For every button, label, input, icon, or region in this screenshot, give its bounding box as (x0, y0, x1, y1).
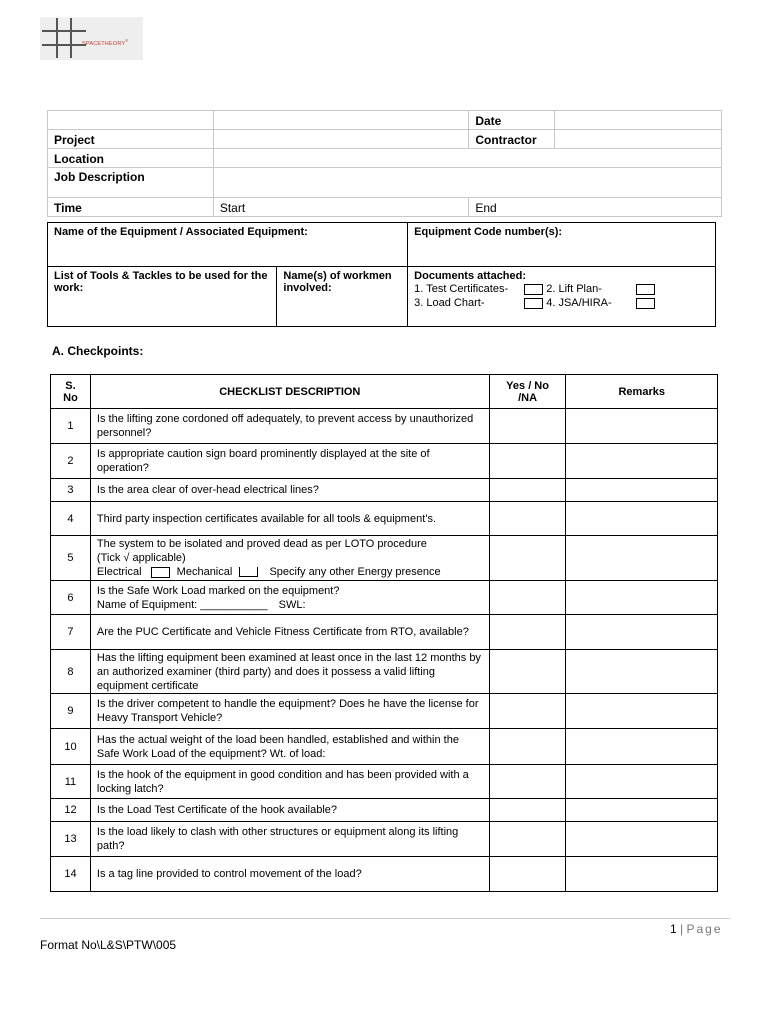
project-value[interactable] (213, 130, 469, 149)
header-yes-no: Yes / No /NA (489, 375, 566, 409)
page-number (670, 922, 723, 936)
date-value[interactable] (555, 111, 722, 130)
table-row (51, 799, 718, 822)
yes-no-cell[interactable] (489, 479, 566, 502)
doc-jsa-hira: 4. JSA/HIRA- (546, 297, 612, 309)
start-label[interactable]: Start (213, 198, 469, 217)
page-word: Page (686, 922, 723, 936)
remarks-cell[interactable] (566, 615, 718, 650)
workmen-label[interactable]: Name(s) of workmen involved: (277, 267, 408, 327)
yes-no-cell[interactable] (489, 822, 566, 857)
remarks-cell[interactable] (566, 765, 718, 799)
row-description: Is the load likely to clash with other structures or equipment along its lifting path? (90, 822, 489, 857)
table-row (51, 650, 718, 694)
end-label[interactable]: End (469, 198, 722, 217)
row-number: 11 (51, 765, 91, 799)
contractor-value[interactable] (555, 130, 722, 149)
row-description: Is the hook of the equipment in good condition and has been provided with a locking latch? (90, 765, 489, 799)
electrical-checkbox[interactable] (151, 567, 170, 578)
project-info-table (47, 110, 722, 217)
remarks-cell[interactable] (566, 822, 718, 857)
mechanical-checkbox[interactable] (239, 567, 258, 577)
remarks-cell[interactable] (566, 729, 718, 765)
row-description: Is the driver competent to handle the equipment? Does he have the license for Heavy Transport Vehicle? (90, 694, 489, 729)
checklist-table (50, 374, 718, 892)
doc-lift-plan: 2. Lift Plan- (546, 283, 602, 295)
remarks-cell[interactable] (566, 409, 718, 444)
location-label: Location (48, 149, 214, 168)
row-description (90, 536, 489, 581)
row-number: 9 (51, 694, 91, 729)
row-description: Has the lifting equipment been examined at least once in the last 12 months by an authorized examiner (third party) and does it possess a valid lifting equipment certificate (90, 650, 489, 694)
row-number: 12 (51, 799, 91, 822)
format-number: Format No\L&S\PTW\005 (40, 938, 177, 952)
row-number: 6 (51, 581, 91, 615)
swl-label: SWL: (278, 598, 306, 611)
lift-plan-checkbox[interactable] (636, 284, 655, 295)
doc-load-chart: 3. Load Chart- (414, 297, 485, 309)
row-number: 7 (51, 615, 91, 650)
other-energy-option: Specify any other Energy presence (269, 566, 441, 578)
row-description: Is the area clear of over-head electrical lines? (90, 479, 489, 502)
row-number: 13 (51, 822, 91, 857)
table-row (51, 729, 718, 765)
table-row (51, 479, 718, 502)
table-row (51, 694, 718, 729)
company-logo (40, 17, 143, 60)
checkpoints-title: A. Checkpoints: (52, 344, 144, 358)
location-value[interactable] (213, 149, 721, 168)
row-number: 4 (51, 502, 91, 536)
row-description (90, 581, 489, 615)
equipment-code-label[interactable]: Equipment Code number(s): (408, 223, 716, 267)
yes-no-cell[interactable] (489, 799, 566, 822)
row-number: 3 (51, 479, 91, 502)
header-remarks: Remarks (566, 375, 718, 409)
table-row (51, 536, 718, 581)
row-number: 5 (51, 536, 91, 581)
header-description: CHECKLIST DESCRIPTION (90, 375, 489, 409)
doc-test-certificates: 1. Test Certificates- (414, 283, 509, 295)
page-separator: | (680, 922, 684, 936)
project-label: Project (48, 130, 214, 149)
table-row (51, 615, 718, 650)
row-description: Is the Load Test Certificate of the hook available? (90, 799, 489, 822)
job-description-value[interactable] (213, 168, 721, 198)
documents-label: Documents attached: (414, 270, 527, 282)
yes-no-cell[interactable] (489, 444, 566, 479)
load-chart-checkbox[interactable] (524, 298, 543, 309)
yes-no-cell[interactable] (489, 502, 566, 536)
remarks-cell[interactable] (566, 479, 718, 502)
row-number: 8 (51, 650, 91, 694)
table-row (51, 765, 718, 799)
equipment-table (47, 222, 716, 327)
table-row (51, 857, 718, 892)
date-label: Date (469, 111, 555, 130)
yes-no-cell[interactable] (489, 581, 566, 615)
table-row (51, 822, 718, 857)
yes-no-cell[interactable] (489, 615, 566, 650)
mechanical-option: Mechanical (176, 566, 233, 578)
page-number-value: 1 (670, 922, 677, 936)
table-row (51, 409, 718, 444)
documents-cell (408, 267, 716, 327)
remarks-cell[interactable] (566, 650, 718, 694)
contractor-label: Contractor (469, 130, 555, 149)
row-description: Is the lifting zone cordoned off adequately, to prevent access by unauthorized personnel? (90, 409, 489, 444)
table-row (51, 581, 718, 615)
row-description: Is appropriate caution sign board prominently displayed at the site of operation? (90, 444, 489, 479)
row-number: 2 (51, 444, 91, 479)
remarks-cell[interactable] (566, 799, 718, 822)
row-description: Is a tag line provided to control movement of the load? (90, 857, 489, 892)
table-row (51, 502, 718, 536)
row-number: 1 (51, 409, 91, 444)
remarks-cell[interactable] (566, 694, 718, 729)
equipment-name-blank: Name of Equipment: ___________ (96, 598, 268, 611)
job-description-label: Job Description (48, 168, 214, 198)
yes-no-cell[interactable] (489, 857, 566, 892)
loto-tick-text: (Tick √ applicable) (96, 552, 186, 564)
time-label: Time (48, 198, 214, 217)
test-certificates-checkbox[interactable] (524, 284, 543, 295)
header-sno: S. No (51, 375, 91, 409)
row-description: Third party inspection certificates available for all tools & equipment’s. (90, 502, 489, 536)
equipment-name-label[interactable]: Name of the Equipment / Associated Equipment: (48, 223, 408, 267)
loto-text: The system to be isolated and proved dead as per LOTO procedure (96, 538, 427, 550)
tools-label[interactable]: List of Tools & Tackles to be used for the work: (48, 267, 277, 327)
footer-divider (40, 918, 730, 919)
remarks-cell[interactable] (566, 581, 718, 615)
row-description: Are the PUC Certificate and Vehicle Fitness Certificate from RTO, available? (90, 615, 489, 650)
yes-no-cell[interactable] (489, 536, 566, 581)
yes-no-cell[interactable] (489, 694, 566, 729)
row-description: Has the actual weight of the load been handled, established and within the Safe Work Load of the equipment? Wt. of load: (90, 729, 489, 765)
row-number: 10 (51, 729, 91, 765)
row-number: 14 (51, 857, 91, 892)
yes-no-cell[interactable] (489, 409, 566, 444)
jsa-hira-checkbox[interactable] (636, 298, 655, 309)
remarks-cell[interactable] (566, 857, 718, 892)
table-row (51, 444, 718, 479)
electrical-option: Electrical (96, 566, 142, 578)
yes-no-cell[interactable] (489, 729, 566, 765)
yes-no-cell[interactable] (489, 765, 566, 799)
yes-no-cell[interactable] (489, 650, 566, 694)
remarks-cell[interactable] (566, 444, 718, 479)
swl-question: Is the Safe Work Load marked on the equipment? (96, 584, 340, 597)
date-spacer (213, 111, 469, 130)
remarks-cell[interactable] (566, 502, 718, 536)
remarks-cell[interactable] (566, 536, 718, 581)
logo-text: SPACETHEORY® (82, 38, 129, 47)
